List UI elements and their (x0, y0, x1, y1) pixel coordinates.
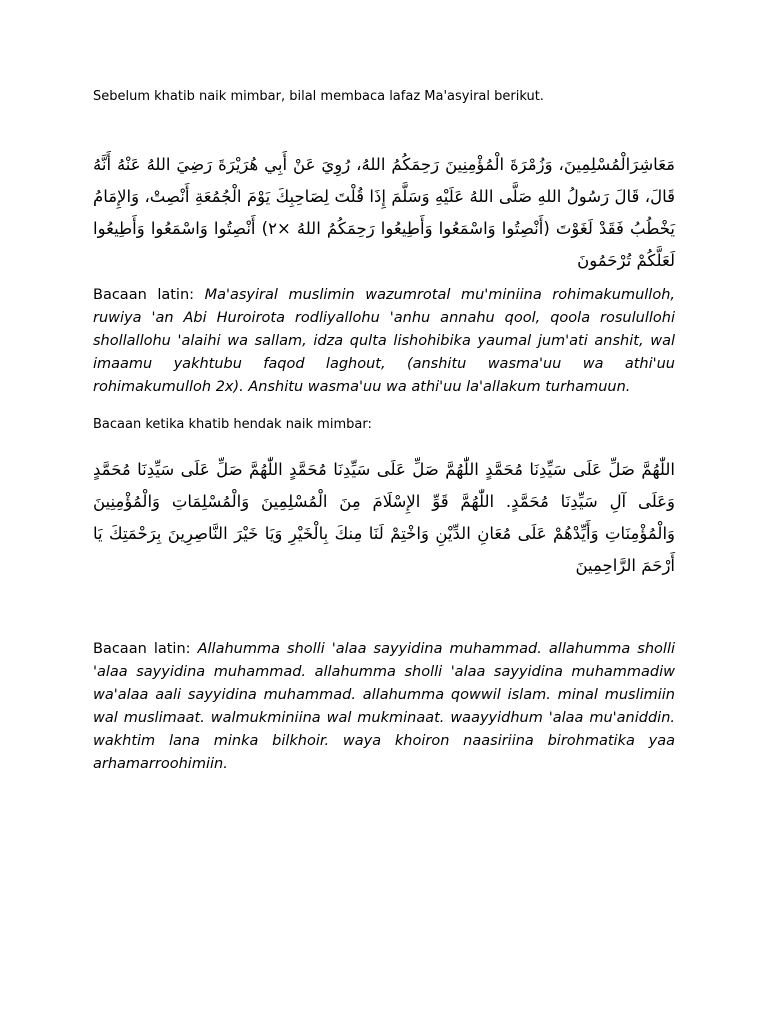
intro-text-2: Bacaan ketika khatib hendak naik mimbar: (93, 417, 372, 432)
latin-transliteration-1 (93, 284, 675, 399)
intro-text-1: Sebelum khatib naik mimbar, bilal membaca lafaz Ma'asyiral berikut. (93, 89, 544, 104)
latin-transliteration-2 (93, 638, 675, 776)
arabic-text-2: اللّٰهُمَّ صَلِّ عَلَى سَيِّدِنَا مُحَمَّدٍ اللّٰهُمَّ صَلِّ عَلَى سَيِّدِنَا مُحَمَّدٍ اللّٰهُمَّ صَلِّ عَلَى سَيِّدِنَا مُحَمَّدٍ وَعَلَى آلِ سَيِّدِنَا مُحَمَّدٍ. اللّٰهُمَّ قَوِّ الإِسْلَامَ مِنَ الْمُسْلِمِينَ وَالْمُسْلِمَاتِ وَالْمُؤْمِنِينَ وَالْمُؤْمِنَاتِ وَأَيِّدْهُمْ عَلَى مُعَانِ الدِّيْنِ وَاخْتِمْ لَنَا مِنكَ بِالْخَيْرِ وَيَا خَيْرَ النَّاصِرِينَ بِرَحْمَتِكَ يَا أَرْحَمَ الرَّاحِمِينَ (93, 460, 675, 575)
latin-label-2: Bacaan latin: (93, 641, 198, 657)
latin-body-2: Allahumma sholli 'alaa sayyidina muhammad. allahumma sholli 'alaa sayyidina muhammad. allahumma sholli 'alaa sayyidina muhammadiw wa'alaa aali sayyidina muhammad. allahumma qowwil islam. minal muslimiin wal muslimaat. walmukminiina wal mukminaat. waayyidhum 'alaa mu'aniddin. wakhtim lana minka bilkhoir. waya khoiron naasiriina birohmatika yaa arhamarroohimiin. (93, 641, 676, 772)
arabic-text-1: مَعَاشِرَالْمُسْلِمِينَ، وَزُمْرَةَ الْمُؤْمِنِينَ رَحِمَكُمُ اللهُ، رُوِيَ عَنْ أَبِي هُرَيْرَةَ رَضِيَ اللهُ عَنْهُ أَنَّهُ قَالَ، قَالَ رَسُولُ اللهِ صَلَّى اللهُ عَلَيْهِ وَسَلَّمَ إِذَا قُلْتَ لِصَاحِبِكَ يَوْمَ الْجُمُعَةِ أَنْصِتْ، وَالإِمَامُ يَخْطُبُ فَقَدْ لَغَوْتَ (أَنْصِتُوا وَاسْمَعُوا وَأَطِيعُوا رَحِمَكُمُ اللهُ ×٢) أَنْصِتُوا وَاسْمَعُوا وَأَطِيعُوا لَعَلَّكُمْ تُرْحَمُونَ (93, 155, 675, 270)
latin-label-1: Bacaan latin: (93, 287, 205, 303)
latin-body-1: Ma'asyiral muslimin wazumrotal mu'miniina rohimakumulloh, ruwiya 'an Abi Huroirota rodliyallohu 'anhu annahu qool, qoola rosulullohi shollallohu 'alaihi wa sallam, idza qulta lishohibika yaumal jum'ati anshit, wal imaamu yakhtubu faqod laghout, (anshitu wasma'uu wa athi'uu rohimakumulloh 2x). Anshitu wasma'uu wa athi'uu la'allakum turhamuun. (93, 287, 675, 395)
